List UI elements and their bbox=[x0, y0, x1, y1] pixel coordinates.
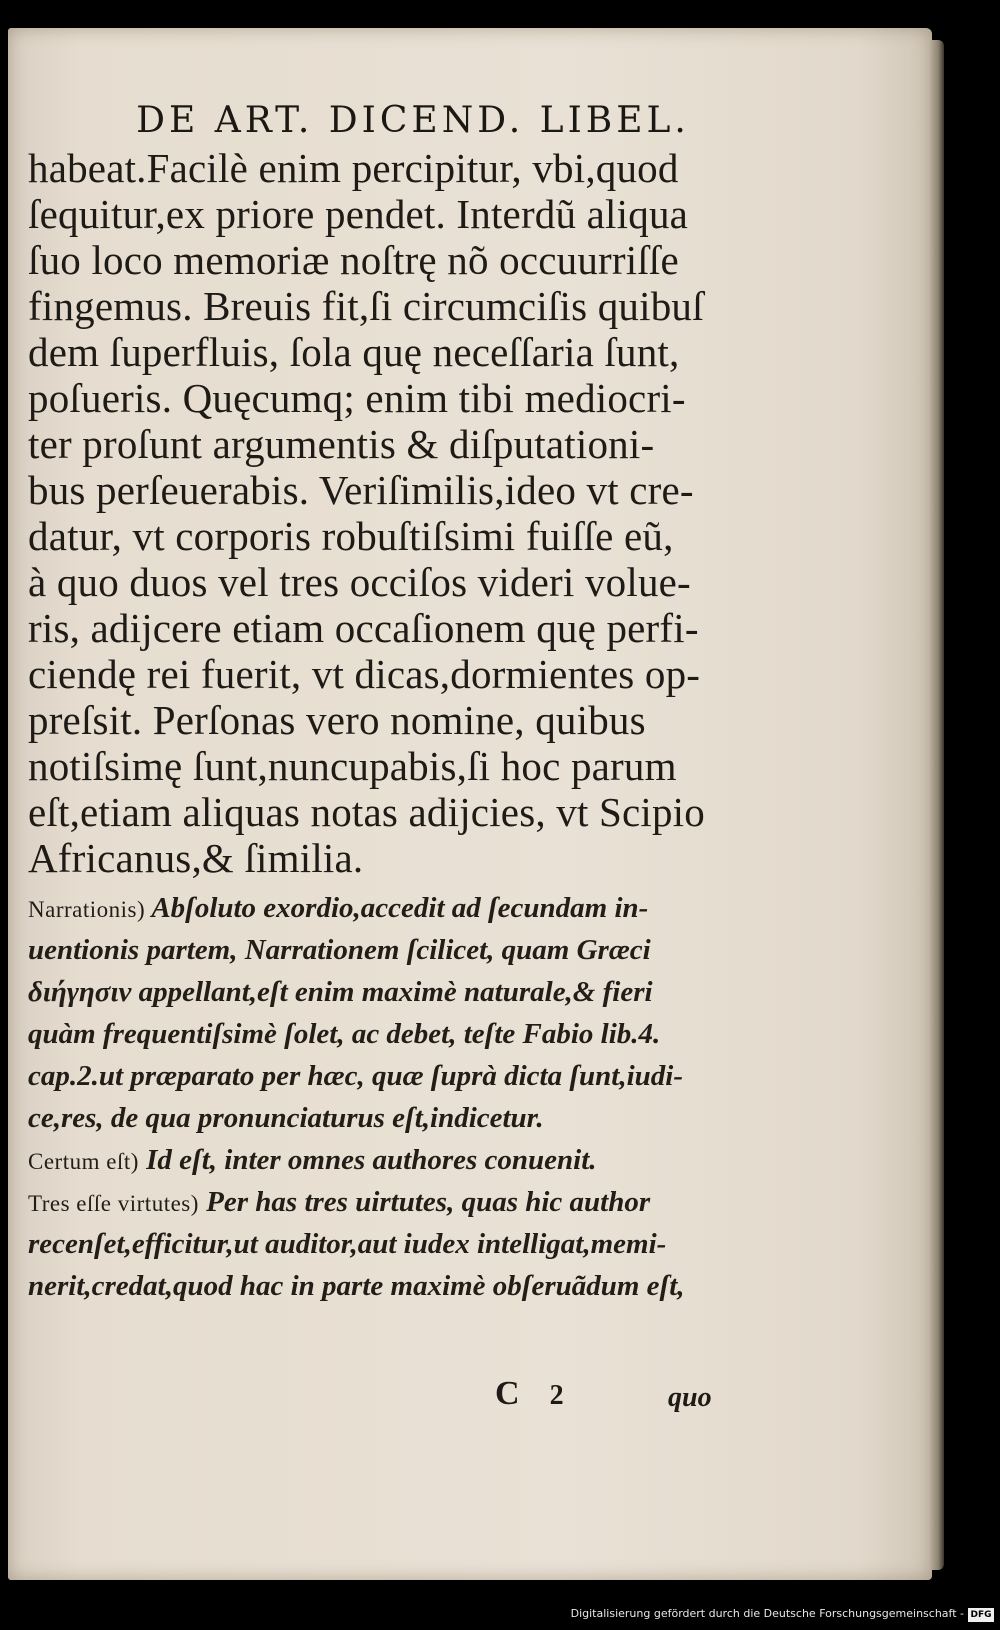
note-text: Abſoluto exordio,accedit ad ſecundam in- bbox=[145, 892, 649, 924]
note-line bbox=[28, 1055, 758, 1097]
note-line bbox=[28, 971, 758, 1013]
note-line bbox=[28, 1097, 758, 1139]
commentary-notes bbox=[28, 887, 758, 1307]
text-line: ciendę rei fuerit, vt dicas,dormientes op- bbox=[28, 651, 701, 697]
text-line: Africanus,& ſimilia. bbox=[28, 835, 364, 881]
footer-bar bbox=[0, 1604, 1000, 1630]
note-lemma: Tres eſſe virtutes) bbox=[28, 1191, 199, 1216]
note-text: uentionis partem, Narrationem ſcilicet, quam Græci bbox=[28, 934, 651, 966]
note-text: quàm frequentiſsimè ſolet, ac debet, teſte Fabio lib.4. bbox=[28, 1018, 661, 1050]
text-line: habeat.Facilè enim percipitur, vbi,quod bbox=[28, 145, 679, 191]
note-text: cap.2.ut præparato per hæc, quæ ſuprà dicta ſunt,iudi- bbox=[28, 1060, 683, 1092]
page-edge bbox=[930, 40, 944, 1570]
text-line: ſuo loco memoriæ noſtrę nõ occuurriſſe bbox=[28, 237, 679, 283]
text-line: ter proſunt argumentis & diſputationi- bbox=[28, 421, 655, 467]
text-line: poſueris. Quęcumq; enim tibi mediocri- bbox=[28, 375, 686, 421]
note-line bbox=[28, 1223, 758, 1265]
text-line: fingemus. Breuis fit,ſi circumciſis quibuſ bbox=[28, 283, 704, 329]
signature-letter: C bbox=[495, 1375, 520, 1412]
note-text: Id eſt, inter omnes authores conuenit. bbox=[138, 1144, 597, 1176]
main-text bbox=[28, 145, 758, 881]
text-line: eſt,etiam aliquas notas adijcies, vt Scipio bbox=[28, 789, 705, 835]
text-line: preſsit. Perſonas vero nomine, quibus bbox=[28, 697, 646, 743]
running-head: DE ART. DICEND. LIBEL. bbox=[136, 100, 690, 141]
text-block bbox=[28, 100, 758, 1307]
note-text: διήγησιν appellant,eſt enim maximè naturale,& fieri bbox=[28, 976, 653, 1008]
dfg-logo: DFG bbox=[968, 1608, 994, 1622]
text-line: notiſsimę ſunt,nuncupabis,ſi hoc parum bbox=[28, 743, 677, 789]
note-text: nerit,credat,quod hac in parte maximè obſeruãdum eſt, bbox=[28, 1270, 685, 1302]
text-line: datur, vt corporis robuſtiſsimi fuiſſe eũ, bbox=[28, 513, 674, 559]
note-line bbox=[28, 887, 758, 929]
note-lemma: Certum eſt) bbox=[28, 1149, 139, 1174]
signature-number: 2 bbox=[549, 1380, 564, 1411]
note-line bbox=[28, 1265, 758, 1307]
text-line: à quo duos vel tres occiſos videri volue- bbox=[28, 559, 691, 605]
note-line bbox=[28, 1013, 758, 1055]
note-text: Per has tres uirtutes, quas hic author bbox=[198, 1186, 651, 1218]
note-text: ce,res, de qua pronunciaturus eſt,indicetur. bbox=[28, 1102, 544, 1134]
text-line: bus perſeuerabis. Veriſimilis,ideo vt cre- bbox=[28, 467, 694, 513]
note-line bbox=[28, 929, 758, 971]
note-lemma: Narrationis) bbox=[28, 897, 146, 922]
note-text: recenſet,efficitur,ut auditor,aut iudex intelligat,memi- bbox=[28, 1228, 667, 1260]
signature-mark bbox=[495, 1375, 564, 1413]
catchword: quo bbox=[668, 1382, 712, 1413]
note-line bbox=[28, 1139, 758, 1181]
note-line bbox=[28, 1181, 758, 1223]
text-line: dem ſuperfluis, ſola quę neceſſaria ſunt, bbox=[28, 329, 680, 375]
text-line: ris, adijcere etiam occaſionem quę perfi- bbox=[28, 605, 699, 651]
footer-credit: Digitalisierung gefördert durch die Deutsche Forschungsgemeinschaft - bbox=[570, 1607, 964, 1620]
text-line: ſequitur,ex priore pendet. Interdũ aliqua bbox=[28, 191, 689, 237]
